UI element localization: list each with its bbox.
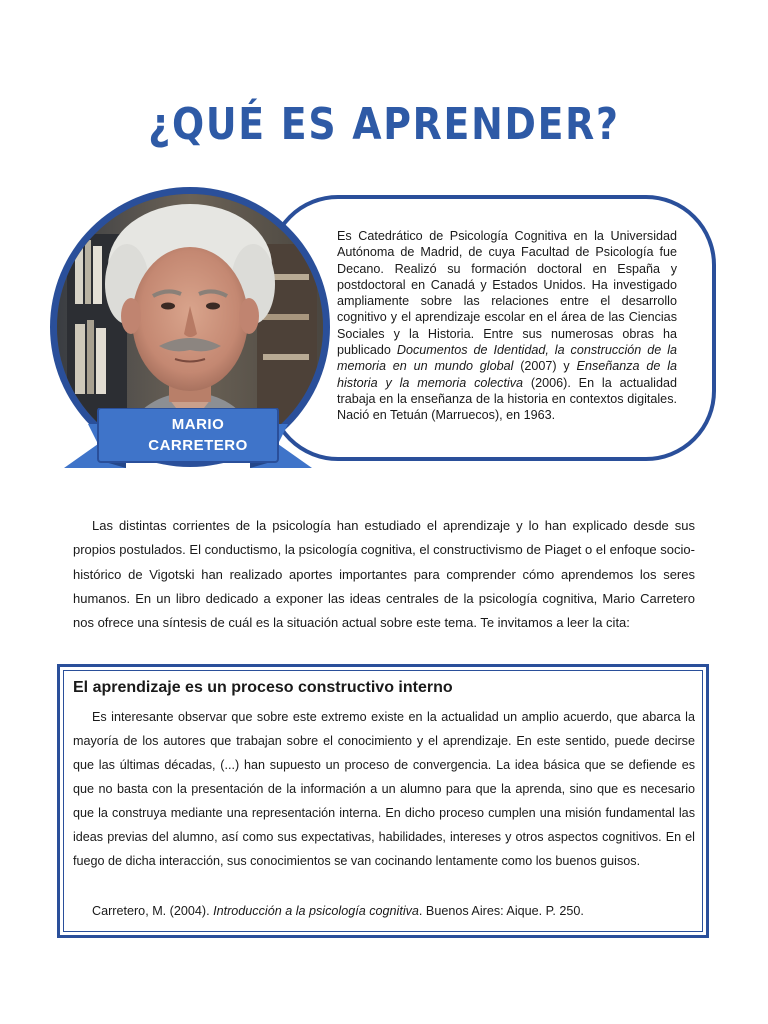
citation-author: Carretero, M. (2004).: [92, 904, 214, 918]
quote-body: Es interesante observar que sobre este extremo existe en la actualidad un amplio acuerdo, que abarca la mayoría de los autores que trabajan sobre el conocimiento y el aprendizaje. En este sentido, puede decirse que las últimas décadas, (...) han supuesto un proceso de convergencia. La idea básica que se defiende es que no basta con la presentación de la información a un alumno para que la aprenda, sino que es necesario que la construya mediante una representación interna. En dicho proceso cumplen una misión fundamental las ideas previas del alumno, así como sus expectativas, habilidades, intereses y otros aspectos cognitivos. En el fuego de dicha interacción, sus conocimientos se van cocinando lentamente como los buenos guisos.: [73, 710, 695, 868]
intro-paragraph: Las distintas corrientes de la psicología han estudiado el aprendizaje y lo han explicado desde sus propios postulados. El conductismo, la psicología cognitiva, el constructivismo de Piaget o el enfoque socio-histórico de Vigotski han realizado aportes importantes para comprender cómo aprendemos los seres humanos. En un libro dedicado a exponer las ideas centrales de la psicología cognitiva, Mario Carretero nos ofrece una síntesis de cuál es la situación actual sobre este tema. Te invitamos a leer la cita:: [73, 518, 695, 631]
quote-citation: [92, 899, 584, 923]
quote-heading: El aprendizaje es un proceso constructivo interno: [73, 679, 453, 696]
citation-rest: . Buenos Aires: Aique. P. 250.: [418, 904, 584, 918]
bio-text-1: Es Catedrático de Psicología Cognitiva en la Universidad Autónoma de Madrid, de cuya Facultad de Psicología fue Decano. Realizó su formación doctoral en España y postdoctoral en Canadá y Estados Unidos. Ha investigado ampliamente sobre las relaciones entre el desarrollo cognitivo y el aprendizaje escolar en el área de las Ciencias Sociales y la Historia. Entre sus numerosas obras ha publicado: [337, 229, 677, 358]
author-name: [100, 414, 296, 456]
author-name-line1: MARIO: [171, 416, 225, 433]
bio-text-3: (2006). En la actualidad trabaja en la enseñanza de la historia en contextos digitales. Nació en Tetuán (Marruecos), en 1963.: [337, 375, 677, 423]
citation-title: Introducción a la psicología cognitiva: [213, 904, 419, 918]
page-title: ¿QUÉ ES APRENDER?: [148, 99, 620, 151]
bio-text-2: (2007) y: [513, 359, 577, 374]
bio-book-1: Documentos de Identidad, la construcción de la memoria en un mundo global: [337, 343, 677, 374]
bio-book-2: Enseñanza de la historia y la memoria colectiva: [337, 359, 678, 390]
author-bio: [337, 228, 677, 424]
author-name-line2: CARRETERO: [148, 437, 248, 454]
